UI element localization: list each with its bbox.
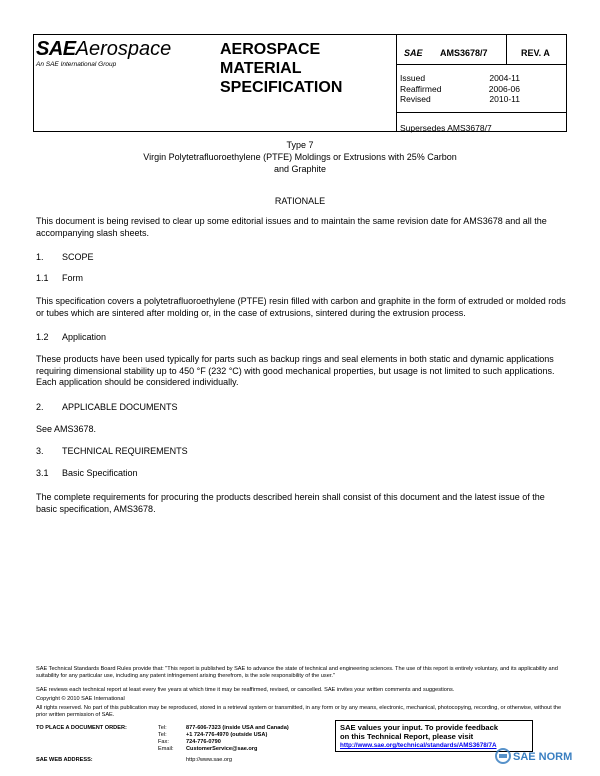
contact-value: +1 724-776-4970 (outside USA) [186,732,268,738]
date-block [400,73,520,105]
section-technical-requirements-heading [36,446,188,456]
date-row-reaffirmed [400,84,520,95]
title-line: and Graphite [273,164,327,174]
contact-key: Tel: [158,725,167,731]
footer-rules-text: SAE Technical Standards Board Rules provide that: "This report is published by SAE to advance the state of technical and engineering sciences. The use of this report is entirely voluntary, and its applicability and suitability for any particular use, including any patent infringement arising therefrom, is the sole responsibility of the user." [36,666,558,679]
date-value: 2010-11 [489,94,520,104]
date-label: Revised [400,94,431,104]
title-type: Type 7 [286,140,314,150]
section-basic-specification-heading [36,468,138,478]
spec-title-line: AEROSPACE [220,41,321,58]
sae-mark: SAE [404,48,423,58]
order-contact-block [36,725,289,753]
spec-type-title [220,40,342,97]
contact-row [36,746,289,753]
date-label: Issued [400,73,426,83]
logo-aerospace-text: Aerospace [75,38,172,60]
web-address-label: SAE WEB ADDRESS: [36,757,93,763]
section-number: 1.2 [36,332,49,342]
ams-number: AMS3678/7 [440,48,488,58]
date-label: Reaffirmed [400,83,442,94]
contact-value: 724-776-0790 [186,739,221,745]
sae-norm-watermark [494,740,594,774]
date-row-revised [400,94,520,105]
section-form-heading [36,273,83,283]
footer-copyright: Copyright © 2010 SAE International [36,696,125,702]
rationale-text: This document is being revised to clear up some editorial issues and to maintain the same revision date for AMS3678 and all the accompanying slash sheets. [36,216,547,238]
feedback-text: on this Technical Report, please visit [340,732,474,741]
feedback-text: SAE values your input. To provide feedback [340,723,499,732]
section-number: 3.1 [36,468,49,478]
section-title: APPLICABLE DOCUMENTS [62,402,178,412]
supersedes-note: Supersedes AMS3678/7 [400,123,492,133]
section-number: 2. [36,402,44,412]
section-title: Form [62,273,83,283]
section-title: SCOPE [62,252,94,262]
date-row-issued [400,73,520,84]
section-title: Application [62,332,107,342]
rationale-heading: RATIONALE [274,196,326,206]
logo-sae-text: SAE [36,38,76,60]
web-address-row [36,757,232,763]
contact-value[interactable]: CustomerService@sae.org [186,746,258,752]
section-scope-heading [36,252,94,262]
section-application-heading [36,332,106,342]
section-number: 3. [36,446,44,456]
section-applicable-documents-heading [36,402,178,412]
web-address-link[interactable]: http://www.sae.org [186,757,233,763]
contact-key: Email: [158,746,174,752]
title-line: Virgin Polytetrafluoroethylene (PTFE) Moldings or Extrusions with 25% Carbon [143,152,457,162]
order-label: TO PLACE A DOCUMENT ORDER: [36,725,127,731]
section-applicable-documents-text: See AMS3678. [36,424,97,434]
logo-subtitle: An SAE International Group [36,61,117,68]
section-title: Basic Specification [62,468,138,478]
section-form-text: This specification covers a polytetrafluoroethylene (PTFE) resin filled with carbon and graphite in the form of extruded or molded rods or tubes which are sintered after molding or, in the case of extrusions, sintered during the extrusion process. [36,296,566,318]
contact-key: Fax: [158,739,169,745]
section-basic-specification-text: The complete requirements for procuring the products described herein shall consist of this document and the latest issue of the basic specification, AMS3678. [36,492,545,514]
section-number: 1.1 [36,273,49,283]
section-number: 1. [36,252,44,262]
spec-title-line: MATERIAL [220,60,302,77]
spec-title-line: SPECIFICATION [220,79,343,96]
document-title [100,139,500,175]
sae-aerospace-logo [36,38,186,78]
date-value: 2004-11 [489,73,520,83]
contact-key: Tel: [158,732,167,738]
contact-row [36,739,289,746]
section-application-text: These products have been used typically for parts such as backup rings and seal elements in both static and dynamic applications requiring dimensional stability up to 450 °F (232 °C) with good mechanical properties, but usage is not limited to such applications. Each application should be considered individually. [36,354,555,387]
date-value: 2006-06 [488,83,520,94]
feedback-link[interactable]: http://www.sae.org/technical/standards/AMS3678/7A [340,742,497,749]
watermark-text: SAE NORM [513,751,573,763]
revision-label: REV. A [521,48,550,58]
section-title: TECHNICAL REQUIREMENTS [62,446,188,456]
contact-value: 877-606-7323 (inside USA and Canada) [186,725,289,731]
footer-rights-text: All rights reserved. No part of this publication may be reproduced, stored in a retrieval system or transmitted, in any form or by any means, electronic, mechanical, photocopying, recording, or otherwise, without the prior written permission of SAE. [36,705,562,718]
contact-row [36,725,289,732]
footer-review-text: SAE reviews each technical report at least every five years at which time it may be reaffirmed, revised, or cancelled. SAE invites your written comments and suggestions. [36,687,455,693]
contact-row [36,732,289,739]
